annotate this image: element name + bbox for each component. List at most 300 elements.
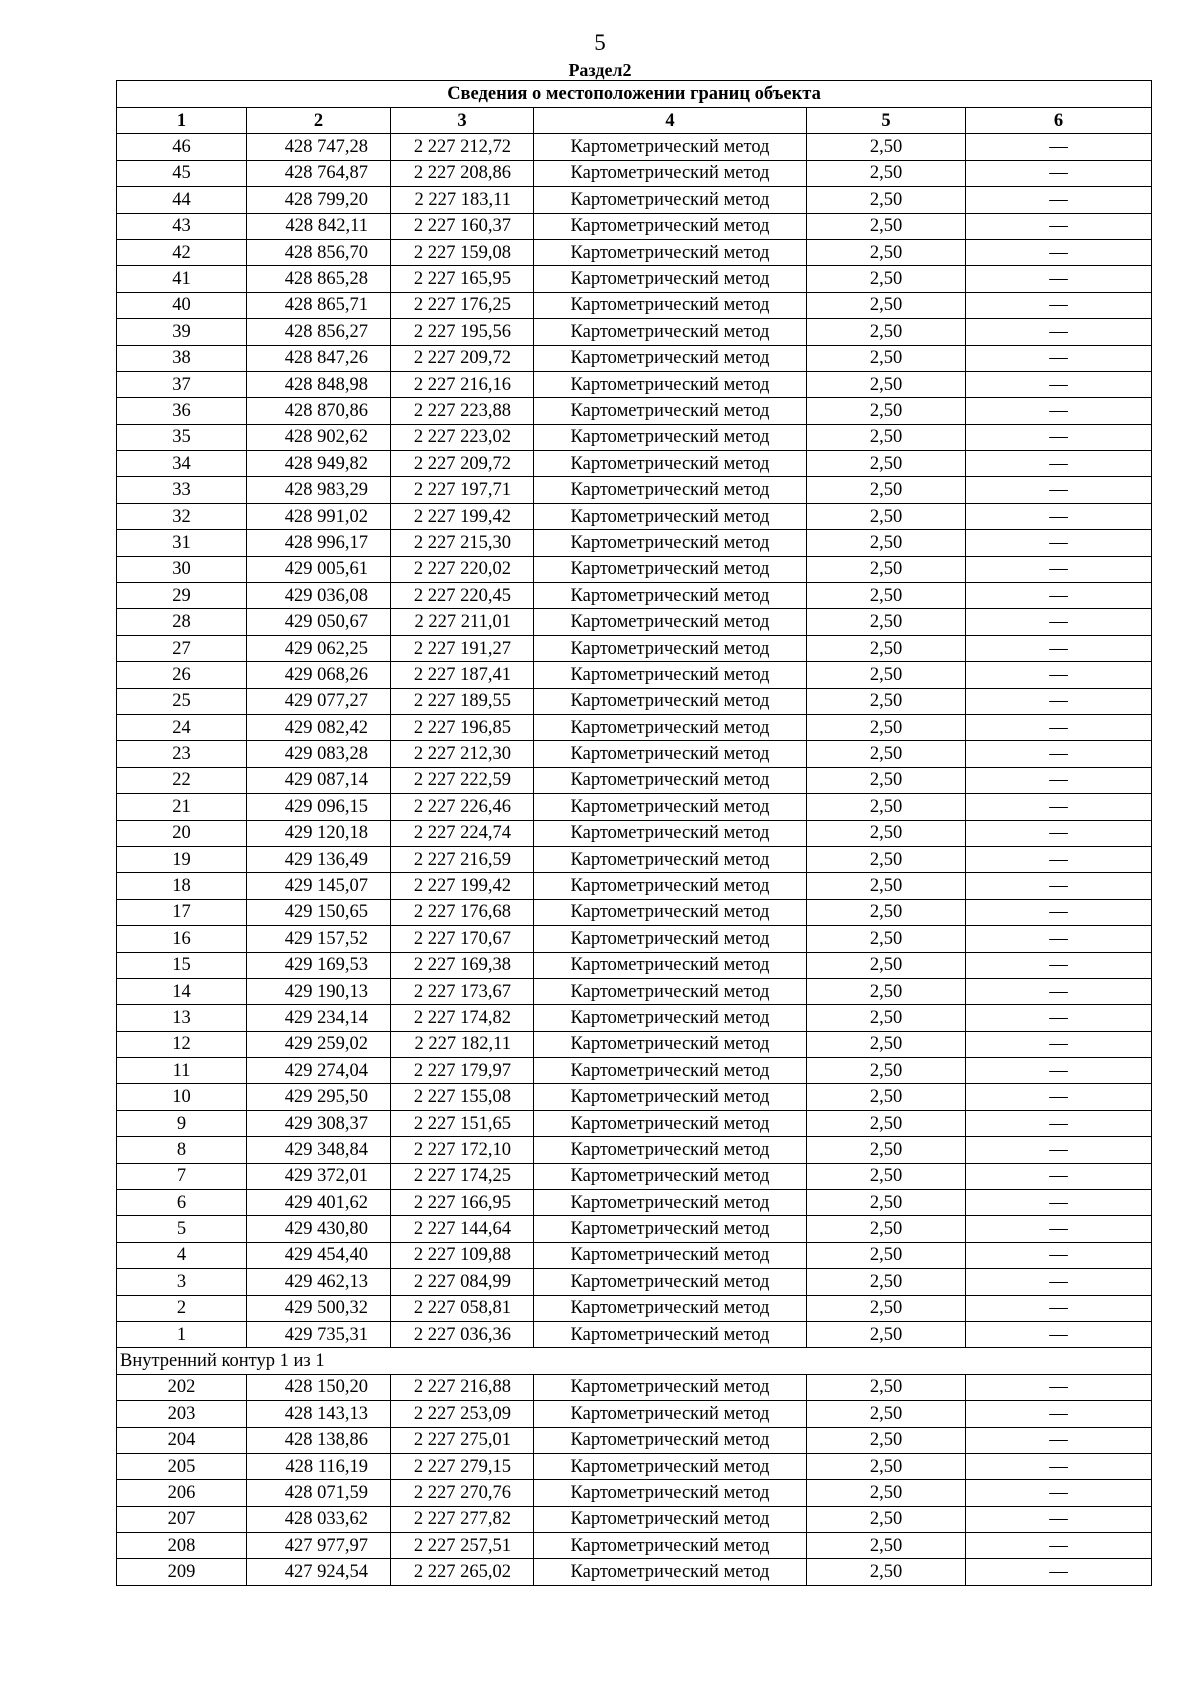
- table-row: [117, 1163, 1152, 1189]
- table-row: [117, 1559, 1152, 1585]
- point-number-cell: 26: [117, 662, 247, 688]
- method-cell: Картометрический метод: [534, 1374, 807, 1400]
- point-number-cell: 40: [117, 292, 247, 318]
- y-coordinate-cell: 2 227 216,16: [391, 371, 534, 397]
- table-row: [117, 662, 1152, 688]
- x-coordinate-cell: 429 005,61: [247, 556, 391, 582]
- y-coordinate-cell: 2 227 173,67: [391, 978, 534, 1004]
- x-coordinate-cell: 427 977,97: [247, 1533, 391, 1559]
- description-cell: —: [966, 1533, 1152, 1559]
- x-coordinate-cell: 429 120,18: [247, 820, 391, 846]
- y-coordinate-cell: 2 227 220,02: [391, 556, 534, 582]
- y-coordinate-cell: 2 227 275,01: [391, 1427, 534, 1453]
- inner-contour-section: [117, 1348, 1152, 1374]
- point-number-cell: 43: [117, 213, 247, 239]
- x-coordinate-cell: 429 500,32: [247, 1295, 391, 1321]
- point-number-cell: 1: [117, 1321, 247, 1347]
- accuracy-cell: 2,50: [807, 767, 966, 793]
- description-cell: —: [966, 134, 1152, 160]
- y-coordinate-cell: 2 227 220,45: [391, 583, 534, 609]
- description-cell: —: [966, 1321, 1152, 1347]
- y-coordinate-cell: 2 227 170,67: [391, 926, 534, 952]
- y-coordinate-cell: 2 227 176,68: [391, 899, 534, 925]
- method-cell: Картометрический метод: [534, 926, 807, 952]
- y-coordinate-cell: 2 227 191,27: [391, 635, 534, 661]
- table-row: [117, 1506, 1152, 1532]
- table-row: [117, 345, 1152, 371]
- accuracy-cell: 2,50: [807, 1005, 966, 1031]
- accuracy-cell: 2,50: [807, 1242, 966, 1268]
- y-coordinate-cell: 2 227 174,82: [391, 1005, 534, 1031]
- point-number-cell: 202: [117, 1374, 247, 1400]
- x-coordinate-cell: 429 454,40: [247, 1242, 391, 1268]
- table-row: [117, 1269, 1152, 1295]
- table-row: [117, 978, 1152, 1004]
- description-cell: —: [966, 556, 1152, 582]
- description-cell: —: [966, 952, 1152, 978]
- method-cell: Картометрический метод: [534, 239, 807, 265]
- method-cell: Картометрический метод: [534, 556, 807, 582]
- accuracy-cell: 2,50: [807, 1137, 966, 1163]
- description-cell: —: [966, 767, 1152, 793]
- y-coordinate-cell: 2 227 277,82: [391, 1506, 534, 1532]
- point-number-cell: 42: [117, 239, 247, 265]
- x-coordinate-cell: 429 735,31: [247, 1321, 391, 1347]
- table-row: [117, 609, 1152, 635]
- boundary-coordinates-table: [116, 80, 1152, 1586]
- x-coordinate-cell: 429 234,14: [247, 1005, 391, 1031]
- table-row: [117, 530, 1152, 556]
- description-cell: —: [966, 1031, 1152, 1057]
- y-coordinate-cell: 2 227 209,72: [391, 345, 534, 371]
- method-cell: Картометрический метод: [534, 1453, 807, 1479]
- y-coordinate-cell: 2 227 224,74: [391, 820, 534, 846]
- table-row: [117, 635, 1152, 661]
- y-coordinate-cell: 2 227 084,99: [391, 1269, 534, 1295]
- outer-contour-rows: [117, 134, 1152, 1348]
- x-coordinate-cell: 428 799,20: [247, 187, 391, 213]
- y-coordinate-cell: 2 227 183,11: [391, 187, 534, 213]
- table-row: [117, 1453, 1152, 1479]
- point-number-cell: 10: [117, 1084, 247, 1110]
- y-coordinate-cell: 2 227 216,88: [391, 1374, 534, 1400]
- point-number-cell: 46: [117, 134, 247, 160]
- table-row: [117, 213, 1152, 239]
- x-coordinate-cell: 429 401,62: [247, 1190, 391, 1216]
- x-coordinate-cell: 428 991,02: [247, 503, 391, 529]
- x-coordinate-cell: 429 062,25: [247, 635, 391, 661]
- accuracy-cell: 2,50: [807, 1163, 966, 1189]
- y-coordinate-cell: 2 227 253,09: [391, 1401, 534, 1427]
- point-number-cell: 14: [117, 978, 247, 1004]
- point-number-cell: 209: [117, 1559, 247, 1585]
- method-cell: Картометрический метод: [534, 899, 807, 925]
- description-cell: —: [966, 662, 1152, 688]
- description-cell: —: [966, 1269, 1152, 1295]
- point-number-cell: 16: [117, 926, 247, 952]
- column-header: 2: [247, 108, 391, 134]
- x-coordinate-cell: 428 150,20: [247, 1374, 391, 1400]
- method-cell: Картометрический метод: [534, 1295, 807, 1321]
- table-row: [117, 556, 1152, 582]
- point-number-cell: 37: [117, 371, 247, 397]
- point-number-cell: 9: [117, 1110, 247, 1136]
- x-coordinate-cell: 429 136,49: [247, 846, 391, 872]
- point-number-cell: 36: [117, 398, 247, 424]
- column-header: 3: [391, 108, 534, 134]
- description-cell: —: [966, 1242, 1152, 1268]
- y-coordinate-cell: 2 227 208,86: [391, 160, 534, 186]
- y-coordinate-cell: 2 227 216,59: [391, 846, 534, 872]
- accuracy-cell: 2,50: [807, 424, 966, 450]
- y-coordinate-cell: 2 227 189,55: [391, 688, 534, 714]
- point-number-cell: 33: [117, 477, 247, 503]
- x-coordinate-cell: 429 145,07: [247, 873, 391, 899]
- table-row: [117, 371, 1152, 397]
- description-cell: —: [966, 609, 1152, 635]
- point-number-cell: 11: [117, 1058, 247, 1084]
- x-coordinate-cell: 429 169,53: [247, 952, 391, 978]
- table-row: [117, 1427, 1152, 1453]
- table-row: [117, 1137, 1152, 1163]
- method-cell: Картометрический метод: [534, 1031, 807, 1057]
- method-cell: Картометрический метод: [534, 187, 807, 213]
- table-row: [117, 794, 1152, 820]
- method-cell: Картометрический метод: [534, 1427, 807, 1453]
- y-coordinate-cell: 2 227 165,95: [391, 266, 534, 292]
- method-cell: Картометрический метод: [534, 978, 807, 1004]
- method-cell: Картометрический метод: [534, 160, 807, 186]
- y-coordinate-cell: 2 227 279,15: [391, 1453, 534, 1479]
- y-coordinate-cell: 2 227 223,02: [391, 424, 534, 450]
- x-coordinate-cell: 428 747,28: [247, 134, 391, 160]
- accuracy-cell: 2,50: [807, 1453, 966, 1479]
- x-coordinate-cell: 429 096,15: [247, 794, 391, 820]
- accuracy-cell: 2,50: [807, 583, 966, 609]
- y-coordinate-cell: 2 227 036,36: [391, 1321, 534, 1347]
- y-coordinate-cell: 2 227 187,41: [391, 662, 534, 688]
- page-number: 5: [594, 30, 606, 55]
- y-coordinate-cell: 2 227 199,42: [391, 873, 534, 899]
- table-row: [117, 1374, 1152, 1400]
- accuracy-cell: 2,50: [807, 1401, 966, 1427]
- x-coordinate-cell: 429 462,13: [247, 1269, 391, 1295]
- y-coordinate-cell: 2 227 159,08: [391, 239, 534, 265]
- description-cell: —: [966, 899, 1152, 925]
- y-coordinate-cell: 2 227 199,42: [391, 503, 534, 529]
- table-row: [117, 1401, 1152, 1427]
- method-cell: Картометрический метод: [534, 451, 807, 477]
- accuracy-cell: 2,50: [807, 345, 966, 371]
- y-coordinate-cell: 2 227 212,72: [391, 134, 534, 160]
- y-coordinate-cell: 2 227 211,01: [391, 609, 534, 635]
- description-cell: —: [966, 1453, 1152, 1479]
- accuracy-cell: 2,50: [807, 1110, 966, 1136]
- y-coordinate-cell: 2 227 223,88: [391, 398, 534, 424]
- method-cell: Картометрический метод: [534, 1005, 807, 1031]
- method-cell: Картометрический метод: [534, 398, 807, 424]
- inner-contour-label: Внутренний контур 1 из 1: [117, 1348, 1152, 1374]
- table-row: [117, 714, 1152, 740]
- table-row: [117, 1084, 1152, 1110]
- method-cell: Картометрический метод: [534, 1559, 807, 1585]
- table-row: [117, 1110, 1152, 1136]
- method-cell: Картометрический метод: [534, 1110, 807, 1136]
- y-coordinate-cell: 2 227 257,51: [391, 1533, 534, 1559]
- description-cell: —: [966, 213, 1152, 239]
- method-cell: Картометрический метод: [534, 213, 807, 239]
- x-coordinate-cell: 429 050,67: [247, 609, 391, 635]
- accuracy-cell: 2,50: [807, 371, 966, 397]
- method-cell: Картометрический метод: [534, 873, 807, 899]
- x-coordinate-cell: 428 856,27: [247, 319, 391, 345]
- method-cell: Картометрический метод: [534, 609, 807, 635]
- accuracy-cell: 2,50: [807, 1084, 966, 1110]
- point-number-cell: 35: [117, 424, 247, 450]
- method-cell: Картометрический метод: [534, 952, 807, 978]
- column-header: 6: [966, 108, 1152, 134]
- accuracy-cell: 2,50: [807, 1295, 966, 1321]
- method-cell: Картометрический метод: [534, 1137, 807, 1163]
- method-cell: Картометрический метод: [534, 503, 807, 529]
- accuracy-cell: 2,50: [807, 1321, 966, 1347]
- accuracy-cell: 2,50: [807, 714, 966, 740]
- y-coordinate-cell: 2 227 109,88: [391, 1242, 534, 1268]
- y-coordinate-cell: 2 227 160,37: [391, 213, 534, 239]
- point-number-cell: 25: [117, 688, 247, 714]
- table-row: [117, 820, 1152, 846]
- table-row: [117, 767, 1152, 793]
- x-coordinate-cell: 428 983,29: [247, 477, 391, 503]
- table-row: [117, 1190, 1152, 1216]
- column-header: 1: [117, 108, 247, 134]
- description-cell: —: [966, 820, 1152, 846]
- description-cell: —: [966, 160, 1152, 186]
- description-cell: —: [966, 1216, 1152, 1242]
- accuracy-cell: 2,50: [807, 820, 966, 846]
- accuracy-cell: 2,50: [807, 1374, 966, 1400]
- header-row: [117, 108, 1152, 134]
- x-coordinate-cell: 429 372,01: [247, 1163, 391, 1189]
- accuracy-cell: 2,50: [807, 1216, 966, 1242]
- x-coordinate-cell: 428 848,98: [247, 371, 391, 397]
- x-coordinate-cell: 428 116,19: [247, 1453, 391, 1479]
- method-cell: Картометрический метод: [534, 846, 807, 872]
- accuracy-cell: 2,50: [807, 239, 966, 265]
- x-coordinate-cell: 428 865,71: [247, 292, 391, 318]
- y-coordinate-cell: 2 227 172,10: [391, 1137, 534, 1163]
- accuracy-cell: 2,50: [807, 398, 966, 424]
- point-number-cell: 44: [117, 187, 247, 213]
- method-cell: Картометрический метод: [534, 266, 807, 292]
- x-coordinate-cell: 428 865,28: [247, 266, 391, 292]
- y-coordinate-cell: 2 227 169,38: [391, 952, 534, 978]
- method-cell: Картометрический метод: [534, 688, 807, 714]
- column-header: 4: [534, 108, 807, 134]
- method-cell: Картометрический метод: [534, 741, 807, 767]
- accuracy-cell: 2,50: [807, 451, 966, 477]
- table-row: [117, 1031, 1152, 1057]
- x-coordinate-cell: 429 274,04: [247, 1058, 391, 1084]
- method-cell: Картометрический метод: [534, 794, 807, 820]
- point-number-cell: 30: [117, 556, 247, 582]
- description-cell: —: [966, 1559, 1152, 1585]
- description-cell: —: [966, 635, 1152, 661]
- method-cell: Картометрический метод: [534, 714, 807, 740]
- description-cell: —: [966, 319, 1152, 345]
- accuracy-cell: 2,50: [807, 134, 966, 160]
- description-cell: —: [966, 530, 1152, 556]
- table-row: [117, 1533, 1152, 1559]
- table-row: [117, 398, 1152, 424]
- table-row: [117, 952, 1152, 978]
- y-coordinate-cell: 2 227 197,71: [391, 477, 534, 503]
- accuracy-cell: 2,50: [807, 688, 966, 714]
- x-coordinate-cell: 428 902,62: [247, 424, 391, 450]
- table-row: [117, 846, 1152, 872]
- y-coordinate-cell: 2 227 166,95: [391, 1190, 534, 1216]
- accuracy-cell: 2,50: [807, 1506, 966, 1532]
- description-cell: —: [966, 714, 1152, 740]
- accuracy-cell: 2,50: [807, 1058, 966, 1084]
- description-cell: —: [966, 846, 1152, 872]
- x-coordinate-cell: 428 842,11: [247, 213, 391, 239]
- y-coordinate-cell: 2 227 209,72: [391, 451, 534, 477]
- description-cell: —: [966, 1058, 1152, 1084]
- point-number-cell: 2: [117, 1295, 247, 1321]
- table-row: [117, 583, 1152, 609]
- method-cell: Картометрический метод: [534, 292, 807, 318]
- inner-contour-label-row: [117, 1348, 1152, 1374]
- accuracy-cell: 2,50: [807, 635, 966, 661]
- point-number-cell: 204: [117, 1427, 247, 1453]
- description-cell: —: [966, 503, 1152, 529]
- point-number-cell: 34: [117, 451, 247, 477]
- table-row: [117, 899, 1152, 925]
- description-cell: —: [966, 1480, 1152, 1506]
- point-number-cell: 32: [117, 503, 247, 529]
- accuracy-cell: 2,50: [807, 1480, 966, 1506]
- table-row: [117, 1216, 1152, 1242]
- description-cell: —: [966, 1190, 1152, 1216]
- point-number-cell: 206: [117, 1480, 247, 1506]
- x-coordinate-cell: 428 071,59: [247, 1480, 391, 1506]
- point-number-cell: 4: [117, 1242, 247, 1268]
- y-coordinate-cell: 2 227 176,25: [391, 292, 534, 318]
- accuracy-cell: 2,50: [807, 952, 966, 978]
- accuracy-cell: 2,50: [807, 160, 966, 186]
- x-coordinate-cell: 429 083,28: [247, 741, 391, 767]
- method-cell: Картометрический метод: [534, 583, 807, 609]
- table-row: [117, 1295, 1152, 1321]
- accuracy-cell: 2,50: [807, 477, 966, 503]
- accuracy-cell: 2,50: [807, 609, 966, 635]
- y-coordinate-cell: 2 227 058,81: [391, 1295, 534, 1321]
- accuracy-cell: 2,50: [807, 1269, 966, 1295]
- description-cell: —: [966, 371, 1152, 397]
- y-coordinate-cell: 2 227 179,97: [391, 1058, 534, 1084]
- point-number-cell: 29: [117, 583, 247, 609]
- description-cell: —: [966, 451, 1152, 477]
- accuracy-cell: 2,50: [807, 1533, 966, 1559]
- x-coordinate-cell: 429 295,50: [247, 1084, 391, 1110]
- x-coordinate-cell: 428 033,62: [247, 1506, 391, 1532]
- accuracy-cell: 2,50: [807, 1559, 966, 1585]
- x-coordinate-cell: 429 348,84: [247, 1137, 391, 1163]
- description-cell: —: [966, 1427, 1152, 1453]
- accuracy-cell: 2,50: [807, 213, 966, 239]
- method-cell: Картометрический метод: [534, 1321, 807, 1347]
- point-number-cell: 45: [117, 160, 247, 186]
- accuracy-cell: 2,50: [807, 1190, 966, 1216]
- table-row: [117, 503, 1152, 529]
- description-cell: —: [966, 266, 1152, 292]
- description-cell: —: [966, 1163, 1152, 1189]
- x-coordinate-cell: 429 082,42: [247, 714, 391, 740]
- description-cell: —: [966, 292, 1152, 318]
- accuracy-cell: 2,50: [807, 266, 966, 292]
- method-cell: Картометрический метод: [534, 1163, 807, 1189]
- point-number-cell: 22: [117, 767, 247, 793]
- point-number-cell: 3: [117, 1269, 247, 1295]
- point-number-cell: 8: [117, 1137, 247, 1163]
- y-coordinate-cell: 2 227 212,30: [391, 741, 534, 767]
- accuracy-cell: 2,50: [807, 556, 966, 582]
- point-number-cell: 19: [117, 846, 247, 872]
- point-number-cell: 13: [117, 1005, 247, 1031]
- description-cell: —: [966, 1084, 1152, 1110]
- point-number-cell: 38: [117, 345, 247, 371]
- y-coordinate-cell: 2 227 265,02: [391, 1559, 534, 1585]
- x-coordinate-cell: 429 190,13: [247, 978, 391, 1004]
- y-coordinate-cell: 2 227 215,30: [391, 530, 534, 556]
- description-cell: —: [966, 741, 1152, 767]
- method-cell: Картометрический метод: [534, 477, 807, 503]
- point-number-cell: 12: [117, 1031, 247, 1057]
- accuracy-cell: 2,50: [807, 1031, 966, 1057]
- method-cell: Картометрический метод: [534, 530, 807, 556]
- description-cell: —: [966, 477, 1152, 503]
- y-coordinate-cell: 2 227 182,11: [391, 1031, 534, 1057]
- method-cell: Картометрический метод: [534, 134, 807, 160]
- method-cell: Картометрический метод: [534, 1190, 807, 1216]
- table-row: [117, 1005, 1152, 1031]
- table-row: [117, 873, 1152, 899]
- point-number-cell: 41: [117, 266, 247, 292]
- accuracy-cell: 2,50: [807, 899, 966, 925]
- accuracy-cell: 2,50: [807, 978, 966, 1004]
- x-coordinate-cell: 427 924,54: [247, 1559, 391, 1585]
- section-title: Раздел2: [568, 60, 632, 80]
- point-number-cell: 31: [117, 530, 247, 556]
- accuracy-cell: 2,50: [807, 846, 966, 872]
- method-cell: Картометрический метод: [534, 1401, 807, 1427]
- table-row: [117, 926, 1152, 952]
- x-coordinate-cell: 428 764,87: [247, 160, 391, 186]
- point-number-cell: 205: [117, 1453, 247, 1479]
- description-cell: —: [966, 398, 1152, 424]
- x-coordinate-cell: 428 856,70: [247, 239, 391, 265]
- table-row: [117, 292, 1152, 318]
- method-cell: Картометрический метод: [534, 1216, 807, 1242]
- point-number-cell: 15: [117, 952, 247, 978]
- accuracy-cell: 2,50: [807, 1427, 966, 1453]
- description-cell: —: [966, 345, 1152, 371]
- x-coordinate-cell: 429 077,27: [247, 688, 391, 714]
- point-number-cell: 28: [117, 609, 247, 635]
- description-cell: —: [966, 873, 1152, 899]
- x-coordinate-cell: 428 847,26: [247, 345, 391, 371]
